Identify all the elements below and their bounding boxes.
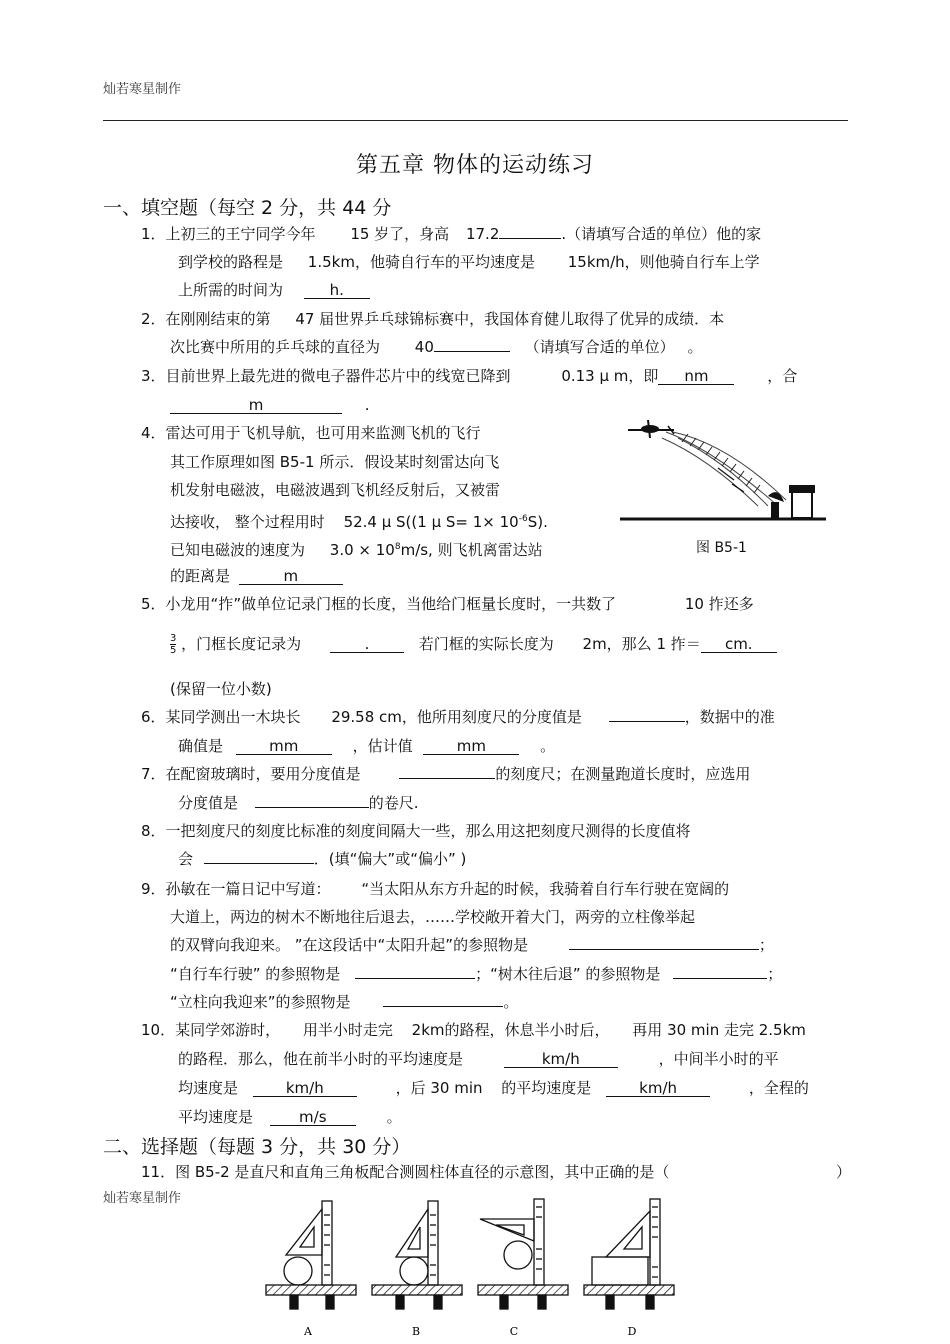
diagram-c (478, 1199, 568, 1309)
q5-text: ，门框长度记录为 (181, 635, 302, 653)
q5-text: 10 拃还多 (684, 595, 754, 613)
section-multiple-choice: 二、选择题（每题 3 分，共 30 分） (103, 1136, 411, 1158)
q9-line2: 大道上，两边的树木不断地往后退去，……学校敞开着大门，两旁的立柱像举起 (170, 908, 696, 926)
q4-blank-distance[interactable] (239, 568, 343, 585)
q10-line1 (141, 1020, 806, 1040)
q10-blank-first-half[interactable] (504, 1051, 618, 1068)
q4-line5 (170, 537, 543, 560)
radar-figure (618, 410, 828, 528)
q9-line1 (141, 879, 729, 899)
q9-blank-pillars[interactable] (383, 1006, 503, 1007)
q10-text: 的路程．那么，他在前半小时的平均速度是 (178, 1050, 464, 1068)
q5-text: 若门框的实际长度为 (418, 635, 554, 653)
q4-line2: 其工作原理如图 B5-1 所示．假设某时刻雷达向飞 (170, 453, 500, 471)
q5-line2 (170, 633, 777, 656)
section-fill-blank: 一、填空题（每空 2 分，共 44 分 (103, 197, 392, 219)
q6-text: ，数据中的准 (684, 708, 775, 726)
q3-text: ，合 (767, 367, 798, 385)
q4-text: 3.0 × 10 (329, 541, 395, 559)
diagram-b (372, 1201, 462, 1309)
q1-line2 (178, 252, 760, 272)
q9-blank-sun[interactable] (569, 949, 759, 950)
q6-text: 29.58 cm，他所用刻度尺的分度值是 (331, 708, 582, 726)
page-header: 灿若寒星制作 (103, 82, 182, 97)
q1-text: .（请填写合适的单位）他的家 (561, 225, 762, 243)
q1-text: 1.5km，他骑自行车的平均速度是 (307, 253, 535, 271)
q6-blank-exact[interactable] (236, 738, 332, 755)
q5-text: . (364, 635, 370, 653)
q9-blank-bike[interactable] (355, 978, 475, 979)
q4-text: 已知电磁波的速度为 (170, 541, 306, 559)
q7-blank-glass[interactable] (399, 778, 495, 779)
q4-line1: 4．雷达可用于飞机导航，也可用来监测飞机的飞行 (141, 424, 481, 442)
page-title: 第五章 物体的运动练习 (356, 153, 594, 178)
q9-line4 (170, 964, 782, 984)
q9-text: ； (758, 936, 774, 954)
q1-text: 17.2 (465, 225, 500, 243)
q2-text: （请填写合适的单位） (524, 338, 675, 356)
q8-text: 会 (178, 850, 194, 868)
option-label-a: A (304, 1325, 312, 1338)
q3-line1 (141, 366, 797, 386)
q1-text: 1．上初三的王宁同学今年 (141, 225, 316, 243)
q3-blank-nm[interactable] (658, 368, 734, 385)
unit-label: h. (329, 281, 344, 299)
q1-text: 到学校的路程是 (178, 253, 284, 271)
q5-blank-record[interactable] (330, 636, 404, 653)
figure-b5-2 (262, 1195, 682, 1343)
q10-text: 用半小时走完 (302, 1021, 393, 1039)
q2-text: 47 届世界乒乓球锦标赛中，我国体育健儿取得了优异的成绩．本 (295, 310, 725, 328)
tower-icon (790, 486, 814, 518)
q7-text: 的刻度尺；在测量跑道长度时，应选用 (495, 765, 751, 783)
q7-line1 (141, 764, 750, 784)
q4-text: 的距离是 (170, 567, 231, 585)
q9-text: ；“树木往后退” 的参照物是 (475, 965, 661, 983)
q5-line1 (141, 594, 754, 614)
q2-text: 2．在刚刚结束的第 (141, 310, 271, 328)
q5-blank-cm[interactable] (701, 636, 777, 653)
q9-text: 。 (503, 993, 519, 1011)
q2-text: 次比赛中所用的乒乓球的直径为 (170, 338, 381, 356)
q1-blank-height[interactable] (499, 238, 561, 239)
option-label-d: D (627, 1325, 637, 1338)
q6-line1 (141, 707, 775, 727)
unit-label: nm (684, 367, 709, 385)
fraction-3-5 (170, 633, 176, 656)
q8-blank[interactable] (204, 863, 314, 864)
q2-text: 。 (687, 338, 703, 356)
q3-blank-m[interactable] (170, 397, 342, 414)
q4-line3: 机发射电磁波，电磁波遇到飞机经反射后，又被雷 (170, 481, 501, 499)
q10-text: ，全程的 (748, 1079, 809, 1097)
unit-label: m (283, 567, 299, 585)
q8-line1: 8．一把刻度尺的刻度比标准的刻度间隔大一些，那么用这把刻度尺测得的长度值将 (141, 822, 691, 840)
q10-line2 (178, 1049, 779, 1069)
q10-blank-total[interactable] (270, 1109, 356, 1126)
q2-line2 (170, 337, 702, 357)
q9-text: ； (767, 965, 783, 983)
q10-text: 的平均速度是 (501, 1079, 592, 1097)
q6-blank-estimate[interactable] (423, 738, 519, 755)
q3-text: . (364, 396, 370, 414)
q10-line3 (178, 1078, 809, 1098)
page-footer: 灿若寒星制作 (103, 1191, 182, 1206)
q3-text: 0.13 μ m，即 (561, 367, 659, 385)
fraction-denominator: 5 (170, 645, 177, 656)
q6-text: 确值是 (178, 737, 224, 755)
q9-text: 的双臂向我迎来。 ”在这段话中“太阳升起”的参照物是 (170, 936, 529, 954)
q4-line6 (170, 566, 343, 586)
q5-line3: (保留一位小数) (170, 680, 272, 698)
q4-text: S). (527, 513, 548, 531)
q4-text: m/s, 则飞机离雷达站 (400, 541, 543, 559)
unit-label: m (248, 396, 264, 414)
q4-text: 52.4 μ S((1 μ S= 1× 10 (343, 513, 519, 531)
wave-hatch (682, 434, 760, 493)
q9-blank-trees[interactable] (673, 978, 767, 979)
figure-caption-b5-1: 图 B5-1 (696, 540, 747, 556)
q1-blank-time[interactable] (304, 282, 370, 299)
q1-line1 (141, 224, 761, 244)
fraction-numerator: 3 (170, 633, 177, 644)
q9-text: 9．孙敏在一篇日记中写道： (141, 880, 331, 898)
q9-text: “立柱向我迎来”的参照物是 (170, 993, 351, 1011)
q9-text: “当太阳从东方升起的时候，我骑着自行车行驶在宽阔的 (361, 880, 730, 898)
q10-text: 10．某同学郊游时， (141, 1021, 281, 1039)
q7-text: 分度值是 (178, 794, 239, 812)
q10-line4 (178, 1107, 402, 1127)
radio-wave-lines (662, 432, 786, 506)
q9-line3 (170, 935, 774, 955)
q10-text: ，后 30 min (395, 1079, 483, 1097)
q6-text: 6．某同学测出一木块长 (141, 708, 301, 726)
q11-text: 11．图 B5-2 是直尺和直角三角板配合测圆柱体直径的示意图，其中正确的是（ (141, 1163, 670, 1181)
unit-label: km/h (541, 1050, 580, 1068)
q5-text: 2m，那么 1 拃＝ (582, 635, 701, 653)
q11-line1 (141, 1162, 669, 1182)
q11-paren-close: ） (836, 1163, 852, 1181)
q1-text: 15 岁了，身高 (350, 225, 450, 243)
q5-text: 5．小龙用“拃”做单位记录门框的长度，当他给门框量长度时，一共数了 (141, 595, 617, 613)
q10-text: 平均速度是 (178, 1108, 254, 1126)
q2-text: 40 (414, 338, 434, 356)
header-rule (103, 120, 848, 121)
q6-text: ，估计值 (352, 737, 413, 755)
q10-text: 均速度是 (178, 1079, 239, 1097)
q6-text: 。 (540, 737, 556, 755)
q3-line2 (170, 395, 370, 415)
q4-exponent: 8 (394, 542, 401, 552)
q9-line5 (170, 992, 518, 1012)
q10-text: 。 (386, 1108, 402, 1126)
q7-line2 (178, 793, 419, 813)
unit-label: km/h (639, 1079, 677, 1097)
airplane-icon (628, 420, 674, 438)
q1-text: 15km/h，则他骑自行车上学 (567, 253, 760, 271)
q10-text: 2km的路程，休息半小时后， (411, 1021, 610, 1039)
q1-text: 上所需的时间为 (178, 281, 284, 299)
q4-line4 (170, 509, 548, 532)
q4-exponent: -6 (518, 514, 528, 524)
unit-label: mm (456, 737, 486, 755)
q7-text: 的卷尺. (368, 794, 419, 812)
diagram-a (266, 1201, 356, 1309)
q1-line3 (178, 280, 370, 300)
q6-blank-division[interactable] (609, 721, 685, 722)
unit-label: km/h (285, 1079, 324, 1097)
q7-blank-tape[interactable] (255, 807, 369, 808)
q9-text: “自行车行驶” 的参照物是 (170, 965, 341, 983)
option-label-c: C (509, 1325, 519, 1338)
unit-label: m/s (299, 1108, 327, 1126)
q8-text: ．(填“偏大”或“偏小” ) (313, 850, 467, 868)
option-label-b: B (411, 1325, 421, 1338)
q2-line1 (141, 309, 724, 329)
q8-line2 (178, 849, 466, 869)
q10-text: ，中间半小时的平 (658, 1050, 779, 1068)
q10-text: 再用 30 min 走完 2.5km (632, 1021, 806, 1039)
q3-text: 3．目前世界上最先进的微电子器件芯片中的线宽已降到 (141, 367, 511, 385)
unit-label: mm (269, 737, 299, 755)
diagram-d (584, 1199, 674, 1309)
q2-blank-unit[interactable] (434, 351, 510, 352)
q4-text: 达接收， 整个过程用时 (170, 513, 325, 531)
q7-text: 7．在配窗玻璃时，要用分度值是 (141, 765, 361, 783)
q10-blank-middle[interactable] (253, 1080, 357, 1097)
q6-line2 (178, 736, 555, 756)
unit-label: cm. (724, 635, 753, 653)
q10-blank-last[interactable] (606, 1080, 710, 1097)
